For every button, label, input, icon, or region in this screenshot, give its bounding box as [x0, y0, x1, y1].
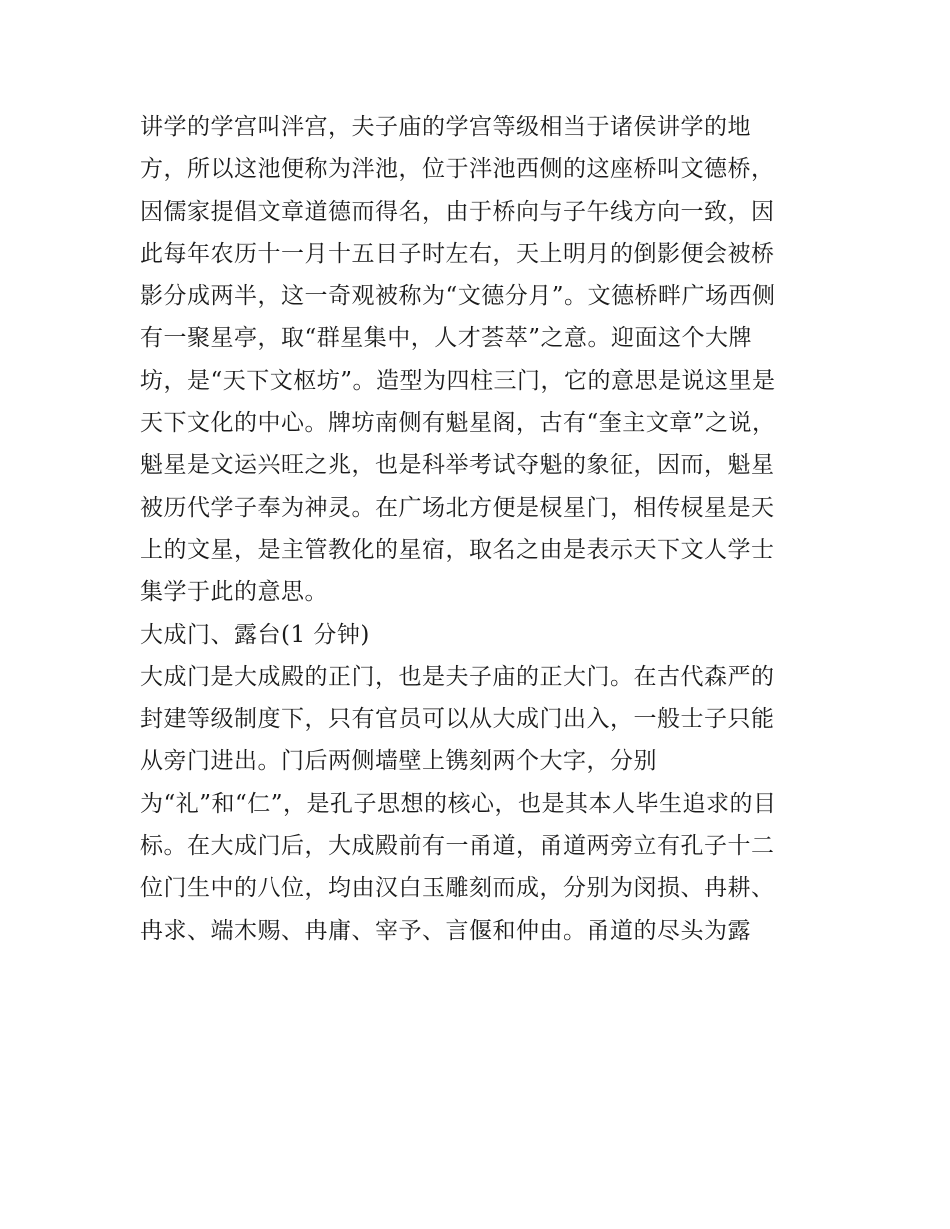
text-line: 天下文化的中心。牌坊南侧有魁星阁，古有“奎主文章”之说，	[140, 410, 776, 437]
text-line: 被历代学子奉为神灵。在广场北方便是棂星门，相传棂星是天	[140, 494, 775, 521]
text-line: 坊，是“天下文枢坊”。造型为四柱三门，它的意思是说这里是	[140, 367, 776, 394]
text-line: 封建等级制度下，只有官员可以从大成门出入，一般士子只能	[140, 706, 775, 733]
text-line: 冉求、端木赐、冉庸、宰予、言偃和仲由。甬道的尽头为露	[140, 917, 751, 944]
text-line: 有一聚星亭，取“群星集中，人才荟萃”之意。迎面这个大牌	[140, 325, 753, 352]
text-line: 大成门是大成殿的正门，也是夫子庙的正大门。在古代森严的	[140, 663, 775, 690]
text-line: 魁星是文运兴旺之兆，也是科举考试夺魁的象征，因而，魁星	[140, 452, 775, 479]
text-line: 影分成两半，这一奇观被称为“文德分月”。文德桥畔广场西侧	[140, 283, 776, 310]
section-heading: 大成门、露台(1 分钟)	[140, 621, 370, 648]
text-line: 方，所以这池便称为泮池，位于泮池西侧的这座桥叫文德桥，	[140, 156, 775, 183]
text-line: 位门生中的八位，均由汉白玉雕刻而成，分别为闵损、冉耕、	[140, 875, 775, 902]
text-line: 上的文星，是主管教化的星宿，取名之由是表示天下文人学士	[140, 536, 775, 563]
text-line: 从旁门进出。门后两侧墙壁上镌刻两个大字，分别	[140, 748, 657, 775]
text-line: 集学于此的意思。	[140, 579, 328, 606]
text-line: 此每年农历十一月十五日子时左右，天上明月的倒影便会被桥	[140, 240, 775, 267]
body-text	[140, 106, 830, 952]
text-line: 标。在大成门后，大成殿前有一甬道，甬道两旁立有孔子十二	[140, 833, 775, 860]
text-line: 讲学的学宫叫泮宫，夫子庙的学宫等级相当于诸侯讲学的地	[140, 114, 751, 140]
text-line: 因儒家提倡文章道德而得名，由于桥向与子午线方向一致，因	[140, 198, 775, 225]
text-line: 为“礼”和“仁”，是孔子思想的核心，也是其本人毕生追求的目	[140, 790, 777, 817]
